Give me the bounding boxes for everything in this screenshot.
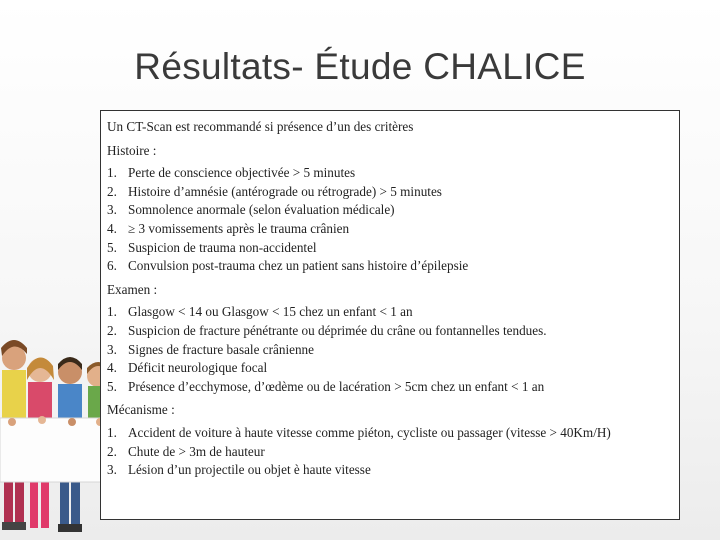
section-title: Examen : — [107, 281, 158, 297]
item-number: 5. — [107, 239, 117, 255]
item-text: Lésion d’un projectile ou objet è haute vitesse — [128, 462, 371, 478]
list-item — [107, 378, 671, 397]
item-number: 3. — [107, 341, 117, 357]
section-title: Mécanisme : — [107, 402, 175, 418]
item-text: Présence d’ecchymose, d’œdème ou de lacération > 5cm chez un enfant < 1 an — [128, 378, 545, 394]
item-text: ≥ 3 vomissements après le trauma crânien — [128, 220, 350, 236]
item-number: 2. — [107, 443, 117, 459]
item-number: 5. — [107, 378, 117, 394]
intro-text: Un CT-Scan est recommandé si présence d’un des critères — [107, 119, 414, 134]
list-item — [107, 424, 671, 443]
slide-title: Résultats- Étude CHALICE — [134, 46, 586, 87]
item-number: 1. — [107, 304, 117, 320]
children-with-board-image — [0, 330, 110, 540]
section-title: Histoire : — [107, 142, 157, 158]
item-text: Glasgow < 14 ou Glasgow < 15 chez un enfant < 1 an — [128, 304, 413, 320]
item-number: 1. — [107, 424, 117, 440]
list-item — [107, 164, 671, 183]
item-text: Signes de fracture basale crânienne — [128, 341, 314, 357]
item-number: 4. — [107, 360, 117, 376]
criteria-sections — [107, 142, 671, 480]
criteria-box — [100, 110, 680, 520]
list-item — [107, 461, 671, 480]
criteria-list — [107, 303, 671, 396]
criteria-list — [107, 424, 671, 480]
list-item — [107, 322, 671, 341]
list-item — [107, 303, 671, 322]
item-text: Suspicion de fracture pénétrante ou déprimée du crâne ou fontannelles tendues. — [128, 322, 547, 338]
list-item — [107, 359, 671, 378]
item-text: Somnolence anormale (selon évaluation médicale) — [128, 202, 395, 218]
item-text: Histoire d’amnésie (antérograde ou rétrograde) > 5 minutes — [128, 183, 442, 199]
item-number: 3. — [107, 202, 117, 218]
item-text: Accident de voiture à haute vitesse comme piéton, cycliste ou passager (vitesse > 40Km/H) — [128, 424, 611, 440]
list-item — [107, 341, 671, 360]
item-text: Perte de conscience objectivée > 5 minutes — [128, 165, 356, 181]
list-item — [107, 443, 671, 462]
item-number: 4. — [107, 220, 117, 236]
item-number: 1. — [107, 165, 117, 181]
criteria-list — [107, 164, 671, 276]
item-number: 3. — [107, 462, 117, 478]
item-text: Convulsion post-trauma chez un patient sans histoire d’épilepsie — [128, 258, 469, 274]
item-number: 6. — [107, 258, 117, 274]
item-text: Chute de > 3m de hauteur — [128, 443, 265, 459]
list-item — [107, 220, 671, 239]
item-number: 2. — [107, 183, 117, 199]
item-text: Suspicion de trauma non-accidentel — [128, 239, 317, 255]
list-item — [107, 183, 671, 202]
item-text: Déficit neurologique focal — [128, 360, 268, 376]
list-item — [107, 239, 671, 258]
item-number: 2. — [107, 322, 117, 338]
list-item — [107, 257, 671, 276]
list-item — [107, 201, 671, 220]
